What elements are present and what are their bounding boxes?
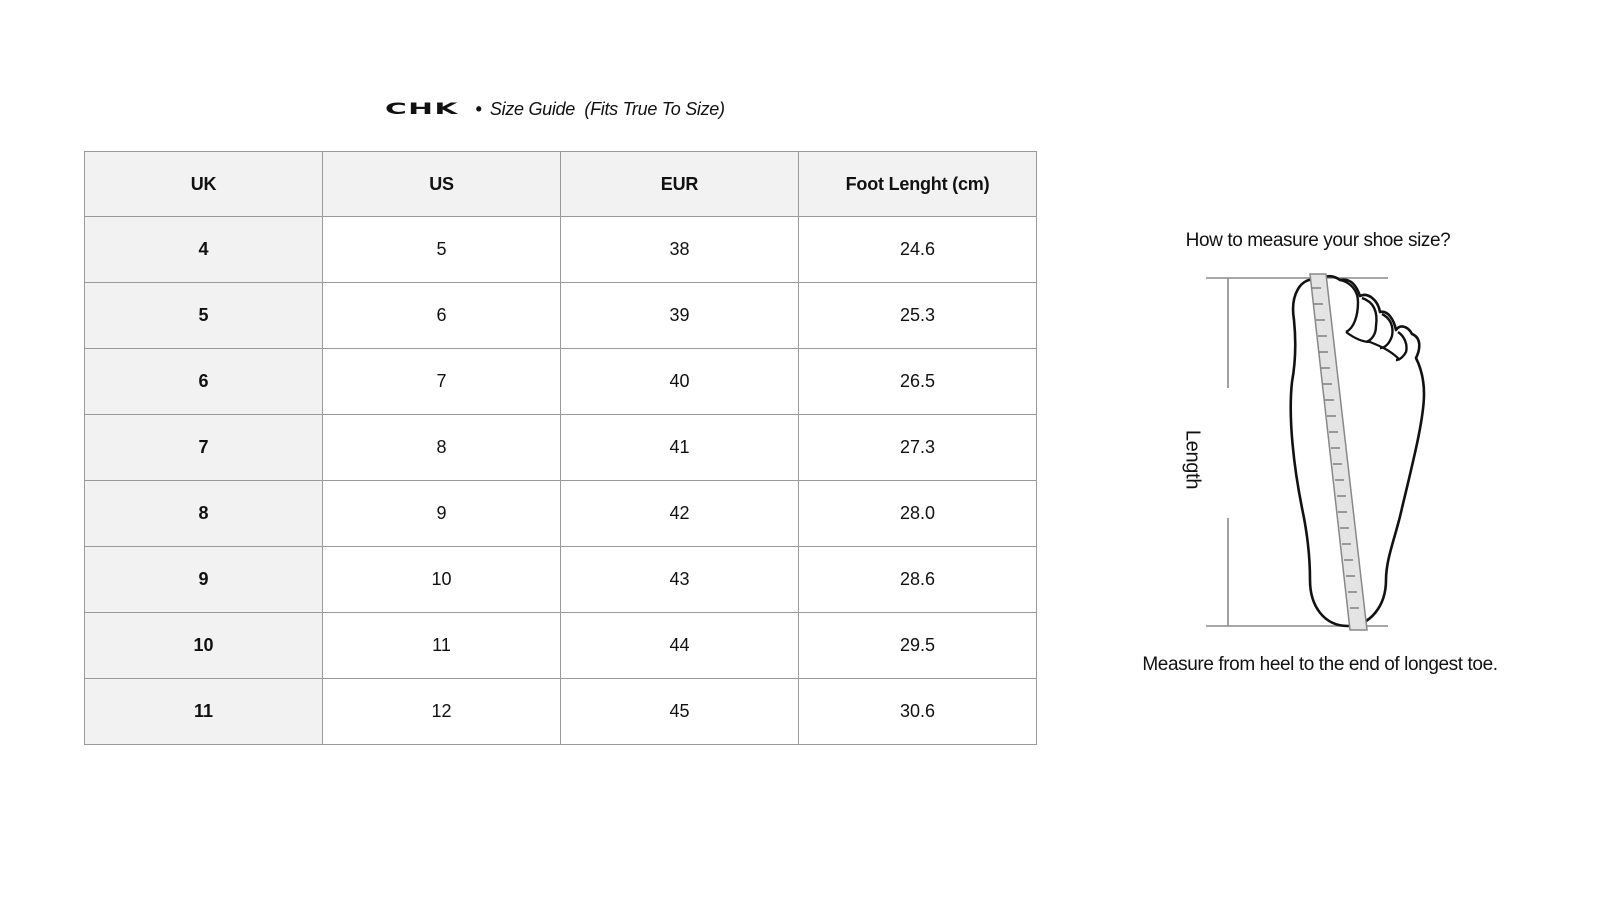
table-row [85, 481, 1037, 547]
uk-size-cell: 9 [85, 547, 323, 613]
us-size-cell: 9 [323, 481, 561, 547]
uk-size-cell: 8 [85, 481, 323, 547]
measuring-tape [1310, 274, 1367, 630]
fourth-toe-line [1396, 332, 1407, 360]
foot-length-cell: 30.6 [799, 679, 1037, 745]
column-header-us: US [323, 152, 561, 217]
us-size-cell: 5 [323, 217, 561, 283]
brand-logo: CHK [385, 100, 459, 118]
us-size-cell: 10 [323, 547, 561, 613]
size-table [84, 151, 1037, 745]
us-size-cell: 12 [323, 679, 561, 745]
measure-title: How to measure your shoe size? [1185, 230, 1451, 251]
table-row [85, 415, 1037, 481]
table-row [85, 217, 1037, 283]
measure-note: Measure from heel to the end of longest toe. [1142, 654, 1498, 675]
table-row [85, 283, 1037, 349]
uk-size-cell: 11 [85, 679, 323, 745]
eur-size-cell: 39 [561, 283, 799, 349]
length-label: Length [1181, 429, 1204, 490]
foot-length-cell: 28.0 [799, 481, 1037, 547]
uk-size-cell: 6 [85, 349, 323, 415]
foot-length-cell: 24.6 [799, 217, 1037, 283]
page-title [385, 96, 725, 122]
column-header-foot-length: Foot Lenght (cm) [799, 152, 1037, 217]
table-row [85, 679, 1037, 745]
us-size-cell: 7 [323, 349, 561, 415]
us-size-cell: 8 [323, 415, 561, 481]
eur-size-cell: 38 [561, 217, 799, 283]
column-header-uk: UK [85, 152, 323, 217]
foot-measure-icon [1190, 268, 1450, 638]
table-row [85, 613, 1037, 679]
us-size-cell: 6 [323, 283, 561, 349]
uk-size-cell: 4 [85, 217, 323, 283]
eur-size-cell: 41 [561, 415, 799, 481]
uk-size-cell: 7 [85, 415, 323, 481]
title-separator: • [475, 98, 482, 119]
uk-size-cell: 5 [85, 283, 323, 349]
table-header-row [85, 152, 1037, 217]
eur-size-cell: 40 [561, 349, 799, 415]
foot-length-cell: 29.5 [799, 613, 1037, 679]
eur-size-cell: 44 [561, 613, 799, 679]
foot-length-cell: 28.6 [799, 547, 1037, 613]
foot-length-cell: 27.3 [799, 415, 1037, 481]
title-text: Size Guide (Fits True To Size) [489, 98, 725, 119]
eur-size-cell: 45 [561, 679, 799, 745]
second-toe-line [1362, 298, 1376, 342]
us-size-cell: 11 [323, 613, 561, 679]
foot-length-cell: 25.3 [799, 283, 1037, 349]
eur-size-cell: 43 [561, 547, 799, 613]
eur-size-cell: 42 [561, 481, 799, 547]
table-row [85, 349, 1037, 415]
table-row [85, 547, 1037, 613]
uk-size-cell: 10 [85, 613, 323, 679]
foot-length-cell: 26.5 [799, 349, 1037, 415]
column-header-eur: EUR [561, 152, 799, 217]
